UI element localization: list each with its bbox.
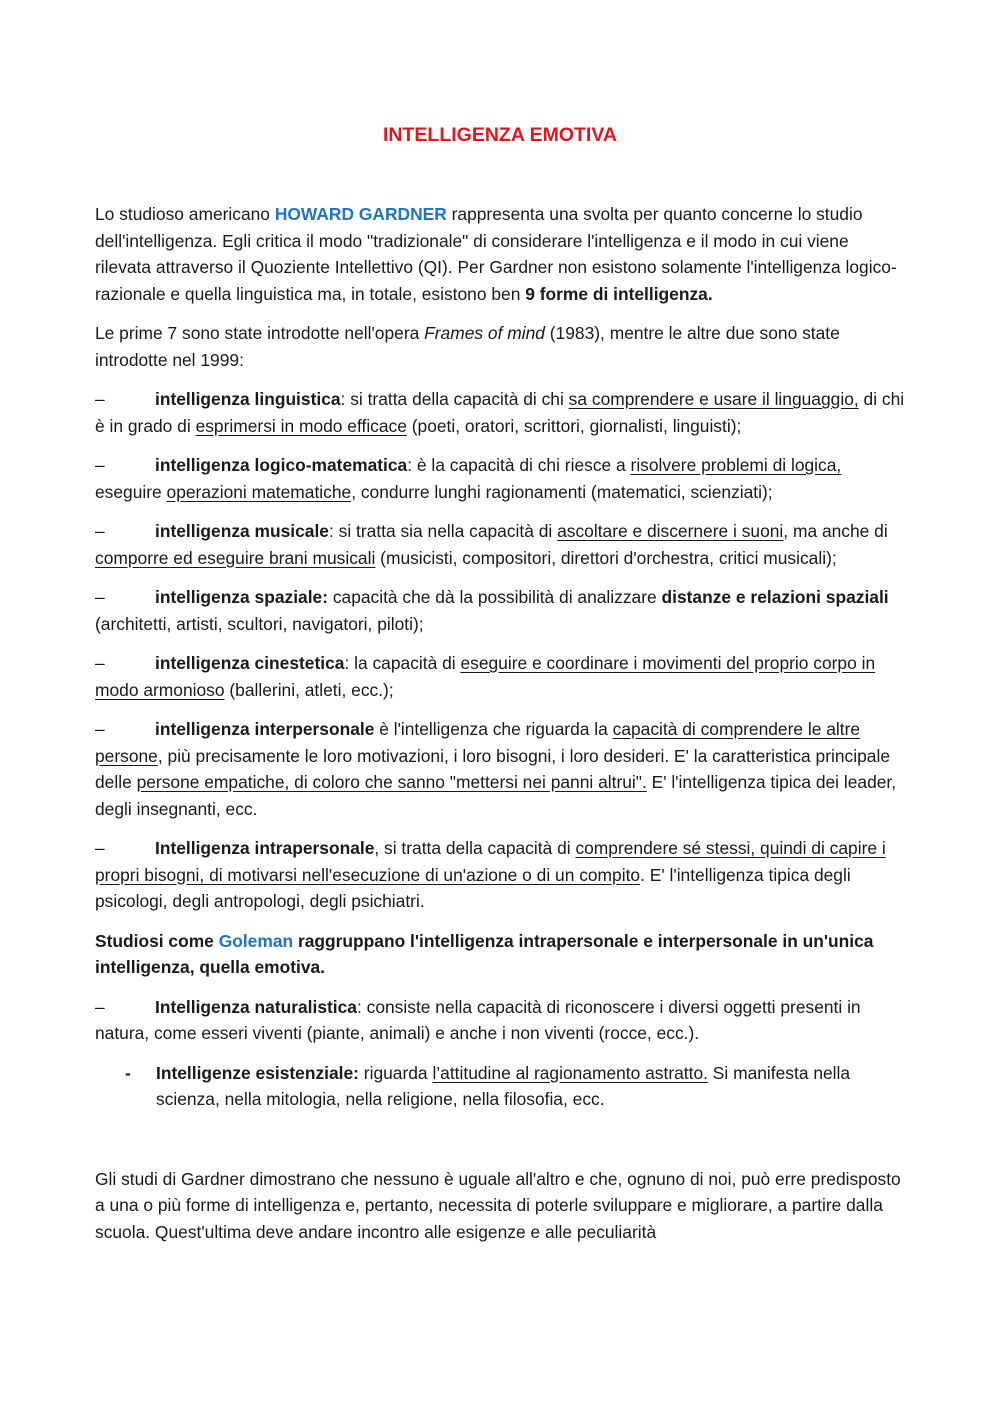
- item-text: : si tratta della capacità di chi: [340, 389, 569, 409]
- item-text: Si manifesta nella scienza, nella mitologia, nella religione, nella filosofia, ecc.: [156, 1062, 851, 1109]
- list-item-musical: [95, 518, 905, 571]
- author-name: HOWARD GARDNER: [274, 204, 447, 224]
- book-title: Frames of mind: [424, 323, 545, 343]
- item-underline: l’attitudine al ragionamento astratto.: [432, 1062, 708, 1083]
- dash-marker: –: [95, 521, 105, 541]
- frames-text: (1983), mentre le altre due sono state introdotte nel 1999:: [95, 323, 840, 370]
- item-underline: comprendere sé stessi, quindi di capire i propri bisogni, di motivarsi nell'esecuzione di un'azione o di un compito: [95, 838, 886, 885]
- item-text: capacità che dà la possibilità di analizzare: [328, 587, 662, 607]
- item-text: (ballerini, atleti, ecc.);: [224, 679, 394, 700]
- dash-marker: –: [95, 719, 105, 739]
- item-text: E' l'intelligenza tipica dei leader, degli insegnanti, ecc.: [95, 772, 897, 819]
- item-underline: eseguire e coordinare i movimenti del proprio corpo in modo armonioso: [95, 653, 876, 700]
- list-item-intrapersonal: [95, 835, 905, 915]
- item-heading: intelligenza linguistica: [155, 389, 341, 409]
- item-heading: Intelligenza intrapersonale: [155, 838, 375, 858]
- item-text: è l'intelligenza che riguarda la: [374, 719, 613, 739]
- item-underline: comporre ed eseguire brani musicali: [95, 547, 376, 568]
- goleman-text: Studiosi come: [95, 930, 219, 951]
- dash-marker: –: [95, 455, 105, 475]
- item-text: , si tratta della capacità di: [374, 838, 576, 858]
- item-underline: persone empatiche, di coloro che sanno "mettersi nei panni altrui".: [136, 772, 647, 792]
- dash-marker: –: [95, 838, 105, 858]
- bullet-marker: -: [125, 1062, 131, 1083]
- item-underline: esprimersi in modo efficace: [195, 415, 407, 436]
- item-text: : consiste nella capacità di riconoscere i diversi oggetti presenti in natura, come esseri viventi (piante, animali) e anche i non viventi (rocce, ecc.).: [95, 996, 861, 1043]
- item-underline: capacità di comprendere le altre persone: [95, 719, 861, 766]
- list-item-linguistic: [95, 386, 905, 439]
- item-heading: intelligenza spaziale:: [155, 587, 328, 607]
- item-text: (poeti, oratori, scrittori, giornalisti, linguisti);: [406, 415, 742, 436]
- item-text: di chi è in grado di: [95, 389, 905, 436]
- item-underline: ascoltare e discernere i suoni: [557, 521, 784, 541]
- item-heading: intelligenza musicale: [155, 521, 329, 541]
- item-heading: intelligenza interpersonale: [155, 719, 375, 739]
- item-text: : la capacità di: [344, 653, 461, 673]
- intro-bold: 9 forme di intelligenza.: [525, 283, 713, 304]
- intro-text: rappresenta una svolta per quanto concerne lo studio dell'intelligenza. Egli critica il modo "tradizionale" di considerare l'intelligenza e il modo in cui viene rilevata attraverso il Quoziente Intellettivo (QI). Per Gardner non esistono solamente l'intelligenza logico-razionale e quella linguistica ma, in totale, esistono ben: [95, 204, 897, 304]
- item-underline: sa comprendere e usare il linguaggio,: [568, 389, 859, 409]
- item-underline: operazioni matematiche: [166, 481, 352, 502]
- item-text: . E' l'intelligenza tipica degli psicologi, degli antropologi, degli psichiatri.: [95, 864, 851, 911]
- frames-text: Le prime 7 sono state introdotte nell'opera: [95, 323, 425, 343]
- list-item-logical: [95, 452, 905, 505]
- goleman-name: Goleman: [218, 930, 294, 951]
- document-title: INTELLIGENZA EMOTIVA: [383, 124, 617, 146]
- list-item-kinesthetic: [95, 650, 905, 703]
- item-text: , condurre lunghi ragionamenti (matematici, scienziati);: [351, 481, 773, 502]
- goleman-text: raggruppano l'intelligenza intrapersonale e interpersonale in un'unica intelligenza, quella emotiva.: [95, 930, 874, 977]
- dash-marker: –: [95, 389, 105, 409]
- dash-marker: –: [95, 653, 105, 673]
- list-item-spatial: [95, 584, 905, 637]
- intro-paragraph: [95, 201, 905, 307]
- item-text: : è la capacità di chi riesce a: [407, 455, 631, 475]
- dash-marker: –: [95, 587, 105, 607]
- item-text: riguarda: [358, 1062, 433, 1083]
- item-heading: intelligenza logico-matematica: [155, 455, 408, 475]
- item-text: eseguire: [95, 481, 167, 502]
- item-heading: intelligenza cinestetica: [155, 653, 345, 673]
- item-text: (architetti, artisti, scultori, navigatori, piloti);: [95, 613, 424, 634]
- dash-marker: –: [95, 996, 105, 1017]
- item-text: , ma anche di: [783, 521, 888, 541]
- item-heading: Intelligenze esistenziale:: [156, 1062, 359, 1083]
- list-item-existential: [95, 1060, 905, 1113]
- frames-paragraph: [95, 320, 905, 373]
- goleman-paragraph: [95, 928, 905, 981]
- item-bold: distanze e relazioni spaziali: [661, 587, 889, 607]
- item-text: : si tratta sia nella capacità di: [328, 521, 558, 541]
- item-text: (musicisti, compositori, direttori d'orchestra, critici musicali);: [375, 547, 837, 568]
- list-item-interpersonal: [95, 716, 905, 822]
- list-item-naturalistic: [95, 994, 905, 1047]
- closing-paragraph: Gli studi di Gardner dimostrano che nessuno è uguale all'altro e che, ognuno di noi, può erre predisposto a una o più forme di intelligenza e, pertanto, necessita di poterle sviluppare e migliorare, a partire dalla scuola. Quest'ultima deve andare incontro alle esigenze e alle peculiarità: [95, 1168, 901, 1242]
- intro-text: Lo studioso americano: [95, 204, 275, 224]
- item-text: , più precisamente le loro motivazioni, i loro bisogni, i loro desideri. E' la caratteristica principale delle: [95, 745, 890, 792]
- item-underline: risolvere problemi di logica,: [630, 455, 842, 475]
- item-heading: Intelligenza naturalistica: [155, 996, 357, 1017]
